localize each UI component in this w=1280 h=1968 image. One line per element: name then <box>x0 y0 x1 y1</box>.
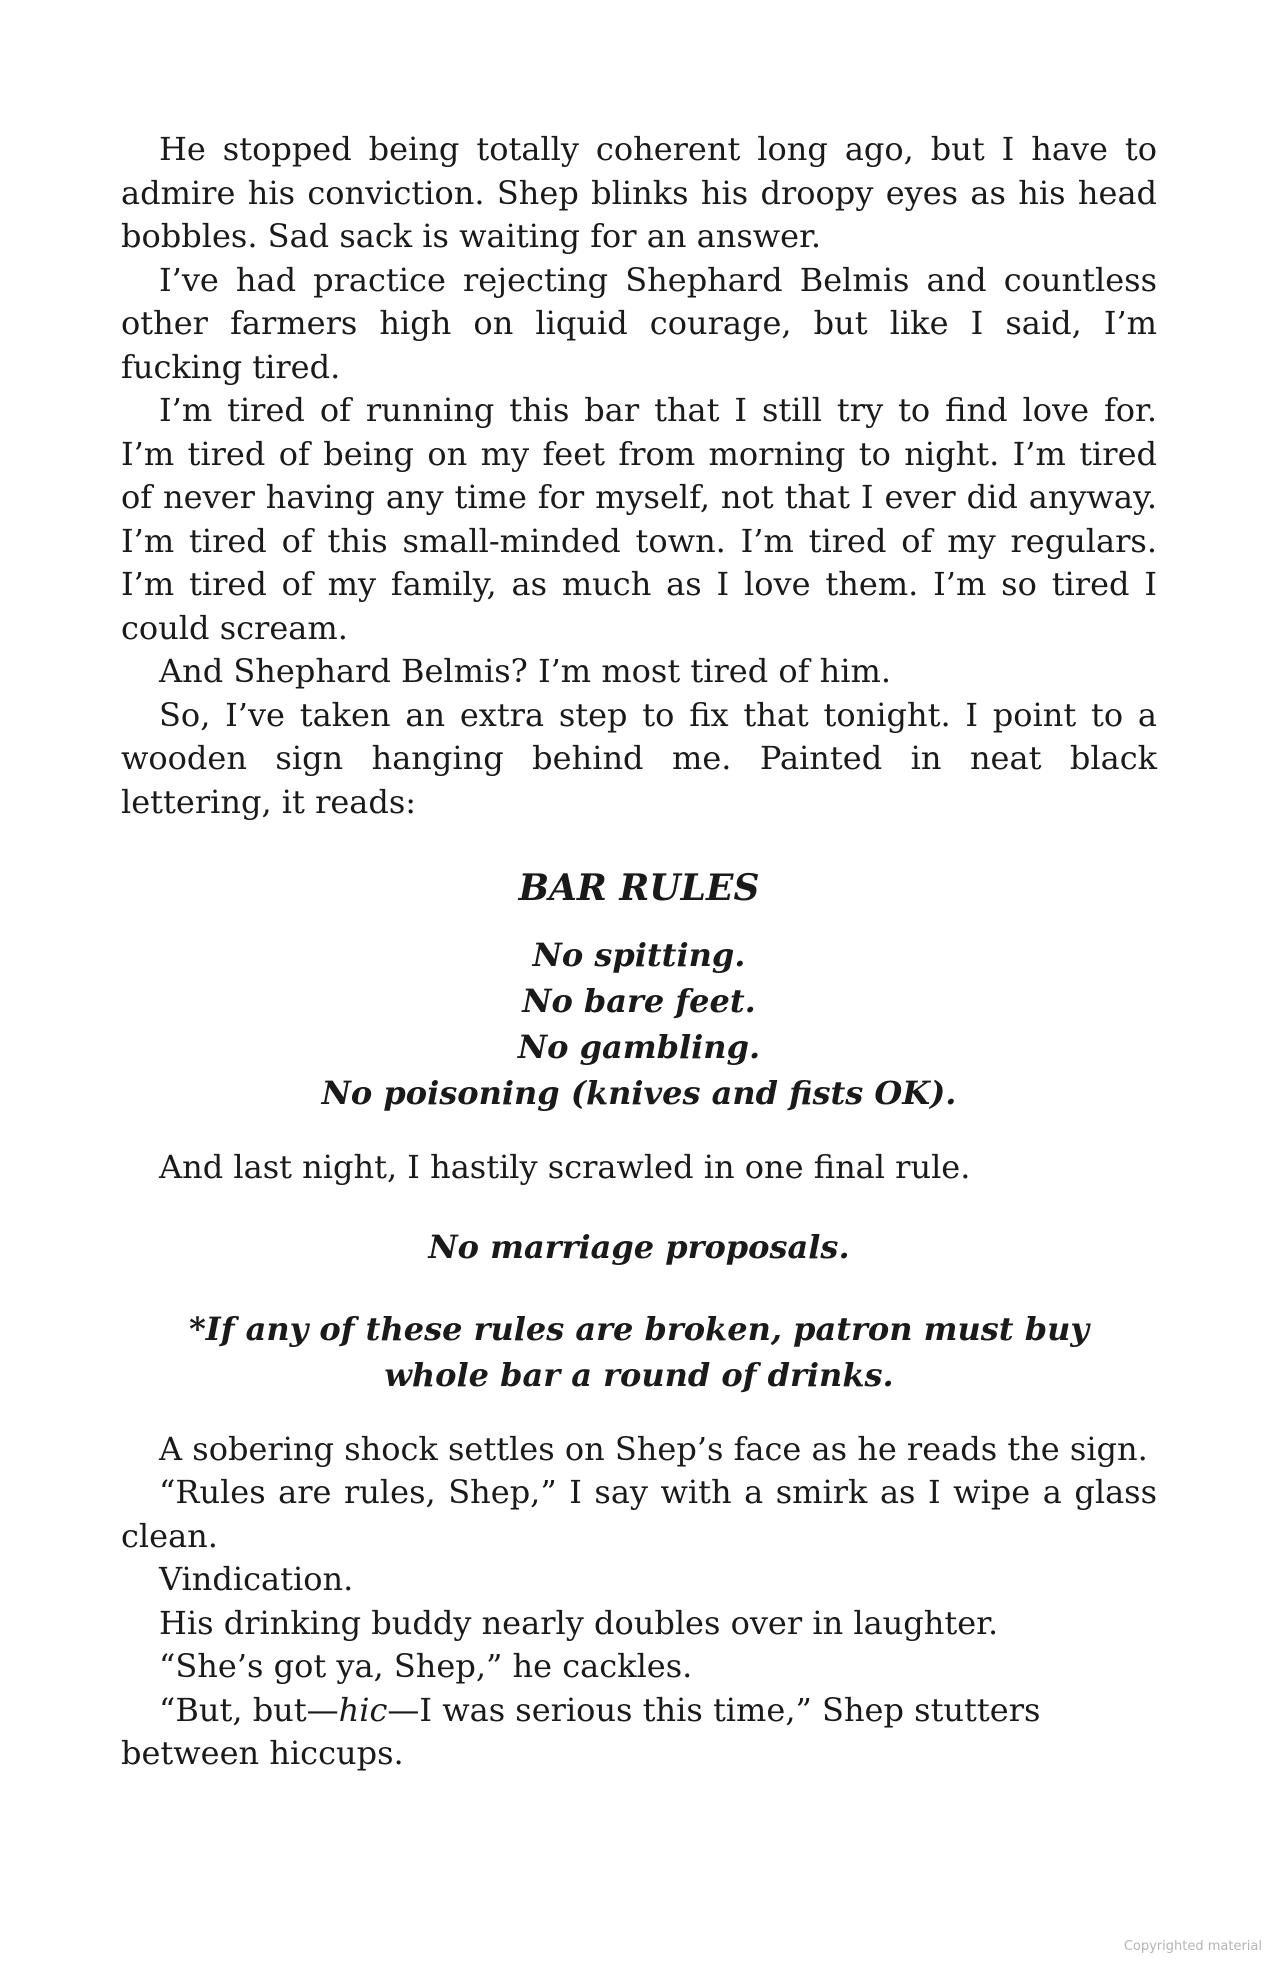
paragraph: “She’s got ya, Shep,” he cackles. <box>159 1647 693 1685</box>
paragraph: I’m tired of running this bar that I still try to find love for. I’m tired of being on my feet from morning to night. I’m tired of never having any time for myself, not that I ever did anyway. I’m tired of this small-minded town. I’m tired of my regulars. I’m tired of my family, as much as I love them. I’m so tired I could scream. <box>121 391 1157 647</box>
sign-footnote-line: whole bar a round of drinks. <box>384 1355 894 1394</box>
sign-footnote <box>121 1306 1157 1398</box>
paragraph: His drinking buddy nearly doubles over in laughter. <box>159 1603 999 1642</box>
paragraph: “Rules are rules, Shep,” I say with a smirk as I wipe a glass clean. <box>121 1473 1157 1555</box>
paragraph: A sobering shock settles on Shep’s face as he reads the sign. <box>159 1429 1148 1468</box>
copyright-watermark: Copyrighted material <box>1123 1939 1262 1954</box>
paragraph: I’ve had practice rejecting Shephard Belmis and countless other farmers high on liquid courage, but like I said, I’m fucking tired. <box>121 260 1157 386</box>
paragraph: Vindication. <box>159 1560 354 1598</box>
paragraph-last <box>121 1689 1157 1776</box>
sign-footnote-line: *If any of these rules are broken, patron must buy <box>189 1309 1089 1348</box>
dialogue-end: —I was serious this time,” Shep stutters between hiccups. <box>121 1690 1041 1772</box>
sign-rule: No bare feet. <box>522 982 756 1020</box>
sign-rule: No gambling. <box>517 1028 761 1066</box>
sign-rule: No spitting. <box>532 936 746 974</box>
sign-rule: No poisoning (knives and fists OK). <box>321 1074 957 1112</box>
bar-rules-sign <box>121 864 1157 1116</box>
dialogue-start: “But, but— <box>159 1690 339 1729</box>
sign-title: BAR RULES <box>518 867 760 909</box>
sign-extra-rule: No marriage proposals. <box>428 1227 850 1266</box>
sign-rules-list <box>121 932 1157 1116</box>
paragraph: He stopped being totally coherent long ago, but I have to admire his conviction. Shep blinks his droopy eyes as his head bobbles. Sad sack is waiting for an answer. <box>121 130 1157 255</box>
paragraph: And last night, I hastily scrawled in one final rule. <box>159 1148 971 1186</box>
dialogue-hiccup: hic <box>338 1690 388 1729</box>
paragraph: And Shephard Belmis? I’m most tired of him. <box>159 652 891 690</box>
paragraph: So, I’ve taken an extra step to fix that tonight. I point to a wooden sign hanging behind me. Painted in neat black lettering, it reads: <box>121 695 1157 821</box>
book-page <box>121 128 1157 1776</box>
